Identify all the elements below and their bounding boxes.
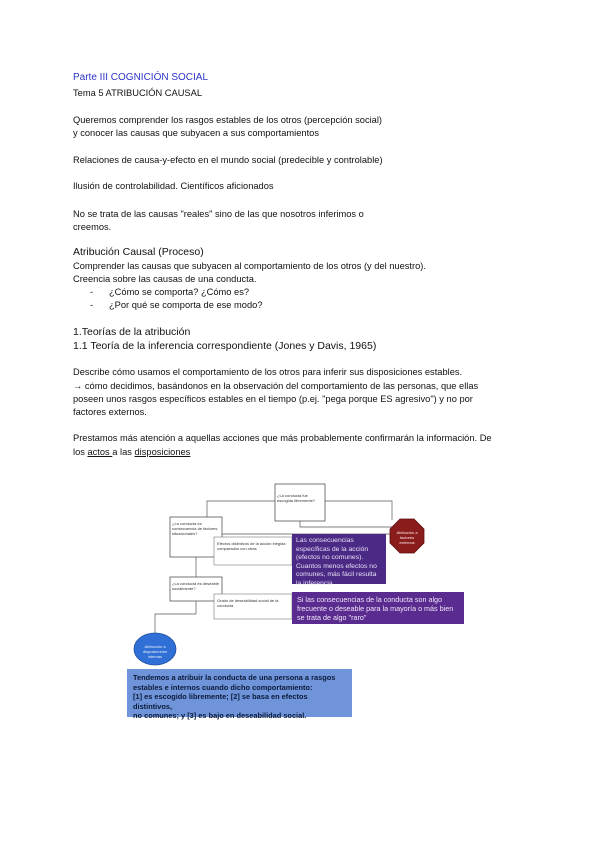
summary-line-3: [1] es escogido libremente; [2] se basa en efectos distintivos, [133, 692, 308, 711]
intro-p4-line2: creemos. [73, 222, 112, 232]
summary-line-2: estables e internos cuando dicho comportamiento: [133, 682, 313, 692]
theories-heading: 1.Teorías de la atribución [73, 326, 191, 338]
mid-box-2-label: Grado de deseabilidad social de la conducta [217, 598, 279, 608]
left-box-2-label: ¿La conducta es deseable socialmente? [172, 581, 219, 591]
summary-box [127, 669, 352, 721]
bullet-dash: - [90, 287, 94, 297]
intro-p3: Ilusión de controlabilidad. Científicos aficionados [73, 181, 274, 191]
intro-p1-line2: y conocer las causas que subyacen a sus comportamientos [73, 128, 319, 138]
process-title: Atribución Causal (Proceso) [73, 246, 204, 258]
process-line1: Comprender las causas que subyacen al comportamiento de los otros (y del nuestro). [73, 261, 426, 271]
attention-line-1: Prestamos más atención a aquellas acciones que más probablemente confirmarán la información. De [73, 433, 492, 443]
theory-desc-1: Describe cómo usamos el comportamiento de los otros para inferir sus disposiciones estables. [73, 367, 463, 377]
bullet-dash: - [90, 300, 94, 310]
theory-desc-4: factores externos. [73, 407, 147, 417]
part-heading: Parte III COGNICIÓN SOCIAL [73, 72, 209, 83]
circle-label: Atribución a disposiciones internas [142, 644, 167, 659]
text-disposiciones: disposiciones [134, 447, 191, 457]
octagon-label: Atribución a factores externos [396, 530, 418, 545]
top-box-label: ¿La conducta fue escogida libremente? [277, 493, 316, 503]
summary-line-4: no comunes; y [3] es bajo en deseabilidad social. [133, 711, 307, 721]
connector-line [155, 614, 196, 633]
text-los: los [73, 447, 88, 457]
text-actos: actos [87, 447, 113, 457]
theory-desc-2: → cómo decidimos, basándonos en la observación del comportamiento de las personas, que ellas [73, 381, 479, 391]
bullet-text: ¿Por qué se comporta de ese modo? [109, 300, 263, 310]
mid-box-1-label: Efectos distintivos de la acción elegida comparados con otras [217, 541, 286, 551]
summary-line-1: Tendemos a atribuir la conducta de una persona a rasgos [133, 673, 336, 682]
social-desirability-box: Si las consecuencias de la conducta son algo frecuente o deseable para la mayoría o más bien se trata de algo "raro" [292, 592, 464, 624]
theory-desc-3: poseen unos rasgos específicos estables en el tiempo (p.ej. "pega porque ES agresivo") y no por [73, 394, 473, 404]
non-common-effects-box: Las consecuencias específicas de la acción (efectos no comunes). Cuantos menos efectos no comunes, más fácil resulta la inferencia [292, 534, 386, 584]
intro-p1-line1: Queremos comprender los rasgos estables de los otros (percepción social) [73, 115, 383, 125]
text-a-las: a las [112, 447, 135, 457]
theory-subheading: 1.1 Teoría de la inferencia correspondiente (Jones y Davis, 1965) [73, 340, 377, 352]
intro-p4-line1: No se trata de las causas "reales" sino de las que nosotros inferimos o [73, 209, 364, 219]
bullet-text: ¿Cómo se comporta? ¿Cómo es? [109, 287, 250, 297]
process-line2: Creencia sobre las causas de una conducta. [73, 274, 257, 284]
left-box-1-label: ¿La conducta es consecuencia de factores situacionales? [172, 521, 218, 536]
connector-line [300, 521, 392, 527]
intro-p2: Relaciones de causa-y-efecto en el mundo social (predecible y controlable) [73, 155, 383, 165]
topic-heading: Tema 5 ATRIBUCIÓN CAUSAL [73, 88, 202, 98]
